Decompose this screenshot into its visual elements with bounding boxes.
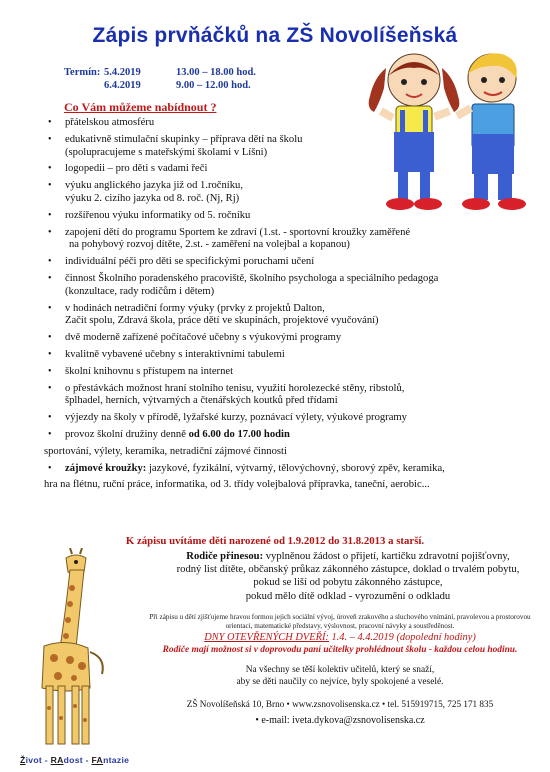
team-message (140, 664, 540, 688)
parents-line: pokud se liší od pobytu zákonného zástupce, (253, 577, 443, 589)
offer-line: přátelskou atmosféru (65, 117, 155, 128)
bullet-icon: • (48, 348, 52, 360)
bullet-icon: • (48, 302, 52, 314)
offer-line: výuku anglického jazyka již od 1.ročníku, (65, 180, 243, 192)
offer-line: zájmové kroužky: jazykové, fyzikální, výtvarný, tělovýchovný, sborový zpěv, keramika, (65, 462, 445, 474)
offer-line: dvě moderně zařízené počítačové učebny s výukovými programy (65, 332, 342, 344)
tour-note: Rodiče mají možnost si v doprovodu paní učitelky prohlédnout školu - každou celou hodinu. (162, 645, 518, 655)
offer-line: činnost Školního poradenského pracoviště, školního psychologa a speciálního pedagoga (65, 272, 439, 284)
open-days-note: (dopolední hodiny) (393, 632, 476, 643)
offer-item (44, 366, 534, 379)
bullet-icon: • (48, 180, 52, 192)
bullet-icon: • (48, 382, 52, 394)
offer-item (44, 227, 534, 253)
offer-line: (konzultace, rady rodičům i dětem) (65, 285, 215, 297)
offer-item (44, 349, 534, 362)
offer-line: hra na flétnu, ruční práce, informatika, od 3. třídy volejbalová přípravka, taneční, aerobic... (44, 479, 430, 491)
term-date: 5.4.2019 (104, 67, 141, 78)
open-days-label: DNY OTEVŘENÝCH DVEŘÍ: (204, 632, 329, 643)
offer-line: zapojení dětí do programu Sportem ke zdraví (1.st. - sportovní kroužky zaměřené (65, 226, 411, 238)
parents-bring-label: Rodiče přinesou: (186, 551, 264, 562)
bullet-icon: • (48, 332, 52, 344)
giraffe-illustration (14, 548, 118, 752)
offer-item (44, 210, 534, 223)
term-label: Termín: (64, 67, 101, 78)
offer-item (44, 134, 534, 160)
offer-item (44, 332, 534, 345)
parents-bring (158, 550, 538, 603)
parents-line: pokud mělo dítě odklad - vyrozumění o odkladu (245, 590, 451, 602)
school-motto: Život - RAdost - FAntazie (20, 755, 130, 765)
bullet-icon: • (48, 256, 52, 268)
offer-line: edukativně stimulační skupinky – příprava dětí na školu (65, 133, 303, 145)
term-time: 9.00 – 12.00 hod. (176, 80, 251, 91)
bullet-icon: • (48, 272, 52, 284)
offer-item (44, 163, 534, 176)
bullet-icon: • (48, 133, 52, 145)
school-address: ZŠ Novolíšeňská 10, Brno • www.zsnovolisenska.cz • tel. 515919715, 725 171 835 (186, 699, 494, 709)
offer-item (44, 429, 534, 459)
offer-line: šplhadel, herních, výtvarných a čtenářských koutků před třídami (65, 395, 338, 407)
offer-line: provoz školní družiny denně od 6.00 do 17.00 hodin (65, 428, 290, 440)
parents-line: vyplněnou žádost o přijetí, kartičku zdravotní pojišťovny, (263, 551, 510, 562)
offer-line: Začít spolu, Zdravá škola, práce dětí ve skupinách, projektové vyučování) (65, 315, 379, 327)
term-time: 13.00 – 18.00 hod. (176, 67, 256, 78)
bullet-icon: • (48, 117, 52, 128)
offer-line: o přestávkách možnost hraní stolního tenisu, využití horolezecké stěny, ribstolů, (65, 382, 405, 394)
offer-item (44, 273, 534, 299)
offer-line: rozšířenou výuku informatiky od 5. ročníku (65, 209, 251, 221)
term-date: 6.4.2019 (104, 80, 141, 91)
contact-email[interactable]: • e-mail: iveta.dykova@zsnovolisenska.cz (255, 715, 425, 726)
bullet-icon: • (48, 365, 52, 377)
offer-item (44, 256, 534, 269)
offer-line: individuální péči pro děti se specifickými poruchami učení (65, 256, 315, 268)
offer-line: sportování, výlety, keramika, netradiční zájmové činnosti (44, 445, 287, 457)
eligible-children: K zápisu uvítáme děti narozené od 1.9.2012 do 31.8.2013 a starší. (125, 535, 425, 547)
parents-line: rodný list dítěte, občanský průkaz zákonného zástupce, doklad o trvalém pobytu, (176, 564, 520, 576)
offer-line: výjezdy na školy v přírodě, lyžařské kurzy, poznávací výlety, výukové programy (65, 412, 407, 424)
offer-item (44, 412, 534, 425)
offer-line: v hodinách netradiční formy výuky (prvky z projektů Dalton, (65, 302, 325, 314)
open-days-dates: 1.4. – 4.4.2019 (328, 632, 394, 643)
offer-item (44, 117, 534, 130)
offer-line: výuku 2. cizího jazyka od 8. roč. (Nj, Rj) (65, 192, 240, 204)
open-days (140, 632, 540, 643)
offer-item (44, 463, 534, 493)
offer-item (44, 303, 534, 329)
team-line: Na všechny se těší kolektiv učitelů, který se snaží, (245, 665, 435, 675)
offer-line: na pohybový rozvoj dítěte, 2.st. - zaměření na volejbal a kopanou) (69, 239, 350, 251)
assessment-note: Při zápisu u dětí zjišťujeme hravou formou jejich sociální vývoj, úroveň zrakového a sluchového vnímání, pravolevou a prostorovou orientaci, matematické představy, výslovnost, pracovní návyky a soustředěnost. (149, 613, 531, 630)
bullet-icon: • (48, 163, 52, 175)
bullet-icon: • (48, 412, 52, 424)
bullet-icon: • (48, 462, 52, 474)
page-title: Zápis prvňáčků na ZŠ Novolíšeňská (92, 24, 458, 47)
offer-heading: Co Vám můžeme nabídnout ? (64, 100, 217, 114)
team-line: aby se děti naučily co nejvíce, byly spokojené a veselé. (236, 677, 444, 687)
offer-item (44, 180, 534, 206)
offer-line: kvalitně vybavené učebny s interaktivními tabulemi (65, 348, 285, 360)
offer-line: školní knihovnu s přístupem na internet (65, 365, 234, 377)
registration-term (64, 66, 256, 92)
bullet-icon: • (48, 209, 52, 221)
bullet-icon: • (48, 428, 52, 440)
offer-line: (spolupracujeme s mateřskými školami v Líšni) (65, 146, 268, 158)
offer-item (44, 383, 534, 409)
bullet-icon: • (48, 226, 52, 238)
offer-line: logopedii – pro děti s vadami řeči (65, 163, 208, 175)
offer-list (44, 117, 534, 496)
